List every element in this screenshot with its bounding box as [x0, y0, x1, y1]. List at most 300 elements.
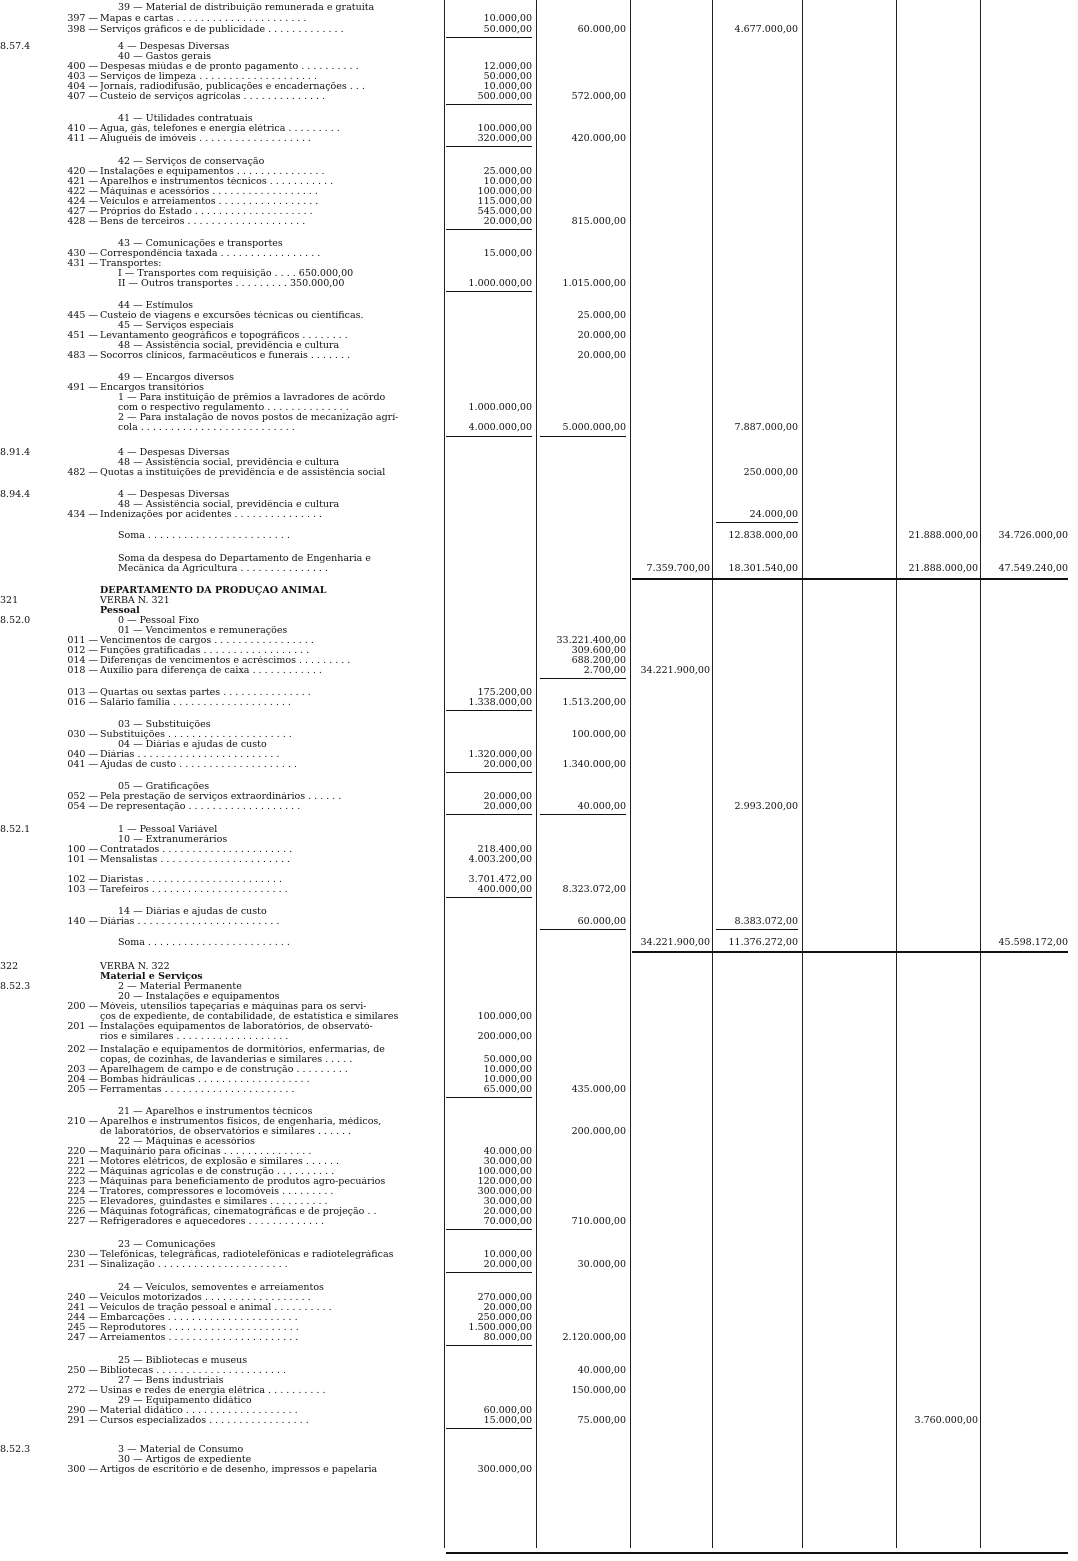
amount-c1: 20.000,00: [483, 1259, 532, 1270]
table-row: [0, 62, 1078, 72]
item-description: Mecânica da Agricultura . . . . . . . . . . . . . . .: [118, 564, 328, 574]
table-row: [0, 1045, 1078, 1055]
item-code: 398 —: [67, 24, 98, 35]
item-description: 10 — Extranumerários: [118, 835, 228, 845]
amount-c1: 175.200,00: [477, 687, 532, 698]
item-description: Bibliotecas . . . . . . . . . . . . . . . . . . . . . .: [100, 1366, 287, 1376]
amount-c1: 100.000,00: [477, 1011, 532, 1022]
amount-c1: 115.000,00: [477, 196, 532, 207]
item-code: 014 —: [67, 655, 98, 666]
amount-c2: 100.000,00: [571, 729, 626, 740]
table-row: [0, 249, 1078, 259]
amount-c1: 1.000.000,00: [468, 278, 532, 289]
table-row: [0, 636, 1078, 646]
table-row: [0, 331, 1078, 341]
amount-c1: 500.000,00: [477, 91, 532, 102]
item-code: 101 —: [67, 854, 98, 865]
item-code: 420 —: [67, 166, 98, 177]
item-description: 01 — Vencimentos e remunerações: [118, 626, 288, 636]
table-row: [0, 217, 1078, 227]
item-description: Encargos transitórios: [100, 383, 205, 393]
amount-c1: 100.000,00: [477, 123, 532, 134]
table-row: [0, 1157, 1078, 1167]
item-description: Mensalistas . . . . . . . . . . . . . . . . . . . . . .: [100, 855, 291, 865]
item-code: 140 —: [67, 916, 98, 927]
amount-c1: 10.000,00: [483, 1064, 532, 1075]
item-description: Salário família . . . . . . . . . . . . . . . . . . . .: [100, 698, 291, 708]
item-description: I — Transportes com requisição . . . . 650.000,00: [118, 269, 354, 279]
table-row: [0, 1055, 1078, 1065]
table-row: [0, 1386, 1078, 1396]
item-description: Aluguéis de imóveis . . . . . . . . . . . . . . . . . . .: [100, 134, 311, 144]
amount-c2: 75.000,00: [577, 1415, 626, 1426]
table-row: [0, 1465, 1078, 1475]
item-code: 445 —: [67, 310, 98, 321]
item-description: 03 — Substituições: [118, 720, 211, 730]
amount-c2: 33.221.400,00: [556, 635, 626, 646]
section-code: 8.57.4: [0, 41, 31, 52]
amount-c1: 20.000,00: [483, 759, 532, 770]
table-row: [0, 760, 1078, 770]
item-code: 247 —: [67, 1332, 98, 1343]
item-description: Transportes:: [100, 259, 162, 269]
section-code: 8.94.4: [0, 489, 31, 500]
table-row: [0, 490, 1078, 500]
item-code: 224 —: [67, 1186, 98, 1197]
amount-c1: 40.000,00: [483, 1146, 532, 1157]
item-description: Levantamento geográficos e topográficos . . . . . . . .: [100, 331, 348, 341]
item-code: 030 —: [67, 729, 98, 740]
table-row: [0, 1396, 1078, 1406]
amount-c1: 65.000,00: [483, 1084, 532, 1095]
amount-c1: 1.000.000,00: [468, 402, 532, 413]
item-description: Ferramentas . . . . . . . . . . . . . . . . . . . . . .: [100, 1085, 295, 1095]
item-description: Substituições . . . . . . . . . . . . . . . . . . . . .: [100, 730, 292, 740]
amount-c2: 572.000,00: [571, 91, 626, 102]
item-description: VERBA N. 321: [100, 596, 170, 606]
table-row: [0, 596, 1078, 606]
item-description: 48 — Assistência social, previdência e cultura: [118, 458, 340, 468]
amount-c1: 1.338.000,00: [468, 697, 532, 708]
item-code: 410 —: [67, 123, 98, 134]
table-row: [0, 825, 1078, 835]
amount-c4: 8.383.072,00: [734, 916, 798, 927]
item-code: 012 —: [67, 645, 98, 656]
item-description: 29 — Equipamento didático: [118, 1396, 252, 1406]
subtotal-rule: [446, 772, 532, 773]
item-description: Diferenças de vencimentos e acréscimos . . . . . . . . .: [100, 656, 351, 666]
item-code: 222 —: [67, 1166, 98, 1177]
table-row: [0, 3, 1078, 13]
subtotal-rule: [446, 1428, 532, 1429]
amount-c7: 45.598.172,00: [998, 937, 1068, 948]
item-description: Elevadores, guindastes e similares . . . . . . . . . .: [100, 1197, 328, 1207]
item-description: Vencimentos de cargos . . . . . . . . . . . . . . . . .: [100, 636, 314, 646]
amount-c1: 10.000,00: [483, 176, 532, 187]
table-row: [0, 1260, 1078, 1270]
table-row: [0, 835, 1078, 845]
item-code: 250 —: [67, 1365, 98, 1376]
item-description: Artigos de escritório e de desenho, impressos e papelaria: [100, 1465, 378, 1475]
table-row: [0, 373, 1078, 383]
item-code: 404 —: [67, 81, 98, 92]
table-row: [0, 1127, 1078, 1137]
item-description: Instalações e equipamentos . . . . . . . . . . . . . . .: [100, 167, 325, 177]
item-code: 434 —: [67, 509, 98, 520]
item-description: Soma da despesa do Departamento de Engenharia e: [118, 554, 371, 564]
item-description: Diárias . . . . . . . . . . . . . . . . . . . . . . . .: [100, 750, 280, 760]
item-description: Material e Serviços: [100, 972, 203, 982]
amount-c2: 420.000,00: [571, 133, 626, 144]
amount-c4: 4.677.000,00: [734, 24, 798, 35]
table-row: [0, 1333, 1078, 1343]
item-code: 240 —: [67, 1292, 98, 1303]
item-code: 421 —: [67, 176, 98, 187]
item-description: Funções gratificadas . . . . . . . . . . . . . . . . . .: [100, 646, 310, 656]
item-description: Ajudas de custo . . . . . . . . . . . . . . . . . . . .: [100, 760, 297, 770]
amount-c1: 15.000,00: [483, 248, 532, 259]
item-code: 054 —: [67, 801, 98, 812]
item-code: 427 —: [67, 206, 98, 217]
table-row: [0, 448, 1078, 458]
amount-c1: 400.000,00: [477, 884, 532, 895]
table-row: [0, 688, 1078, 698]
table-row: [0, 1416, 1078, 1426]
total-rule: [632, 951, 1068, 953]
subtotal-rule: [446, 146, 532, 147]
amount-c3: 34.221.900,00: [640, 665, 710, 676]
amount-c4: 2.993.200,00: [734, 801, 798, 812]
table-row: [0, 802, 1078, 812]
table-row: [0, 187, 1078, 197]
table-row: [0, 1356, 1078, 1366]
amount-c4: 11.376.272,00: [728, 937, 798, 948]
item-code: 202 —: [67, 1044, 98, 1055]
item-code: 220 —: [67, 1146, 98, 1157]
item-code: 223 —: [67, 1176, 98, 1187]
subtotal-rule: [446, 37, 532, 38]
amount-c1: 12.000,00: [483, 61, 532, 72]
item-description: Máquinas para beneficiamento de produtos agro-pecuários: [100, 1177, 386, 1187]
table-row: [0, 458, 1078, 468]
amount-c1: 80.000,00: [483, 1332, 532, 1343]
amount-c1: 545.000,00: [477, 206, 532, 217]
table-row: [0, 1137, 1078, 1147]
item-description: 44 — Estímulos: [118, 301, 194, 311]
amount-c2: 688.200,00: [571, 655, 626, 666]
item-description: cola . . . . . . . . . . . . . . . . . . . . . . . . . .: [118, 423, 295, 433]
item-description: 1 — Para instituição de prêmios a lavradores de acôrdo: [118, 393, 386, 403]
item-description: 05 — Gratificações: [118, 782, 210, 792]
amount-c1: 250.000,00: [477, 1312, 532, 1323]
amount-c1: 3.701.472,00: [468, 874, 532, 885]
item-code: 052 —: [67, 791, 98, 802]
item-code: 431 —: [67, 258, 98, 269]
table-row: [0, 1250, 1078, 1260]
subtotal-rule: [446, 897, 532, 898]
item-description: Bombas hidráulicas . . . . . . . . . . . . . . . . . . .: [100, 1075, 310, 1085]
item-description: 20 — Instalações e equipamentos: [118, 992, 280, 1002]
amount-c1: 30.000,00: [483, 1196, 532, 1207]
table-row: [0, 25, 1078, 35]
item-description: ços de expediente, de contabilidade, de estatística e similares: [100, 1012, 399, 1022]
item-code: 227 —: [67, 1216, 98, 1227]
item-description: 23 — Comunicações: [118, 1240, 216, 1250]
amount-c1: 20.000,00: [483, 1302, 532, 1313]
item-code: 245 —: [67, 1322, 98, 1333]
item-description: Indenizações por acidentes . . . . . . . . . . . . . . .: [100, 510, 323, 520]
subtotal-rule: [446, 229, 532, 230]
item-description: 04 — Diárias e ajudas de custo: [118, 740, 267, 750]
item-code: 231 —: [67, 1259, 98, 1270]
amount-c2: 20.000,00: [577, 330, 626, 341]
subtotal-rule: [446, 1229, 532, 1230]
item-description: 14 — Diárias e ajudas de custo: [118, 907, 267, 917]
table-row: [0, 1455, 1078, 1465]
amount-c3: 7.359.700,00: [646, 563, 710, 574]
table-row: [0, 311, 1078, 321]
item-description: Auxílio para diferença de caixa . . . . . . . . . . . .: [100, 666, 322, 676]
section-code: 8.91.4: [0, 447, 31, 458]
item-description: Móveis, utensílios tapeçarias e máquinas para os servi-: [100, 1002, 367, 1012]
table-row: [0, 1022, 1078, 1032]
item-code: 290 —: [67, 1405, 98, 1416]
table-row: [0, 1075, 1078, 1085]
item-code: 241 —: [67, 1302, 98, 1313]
amount-c2: 1.015.000,00: [562, 278, 626, 289]
amount-c3: 34.221.900,00: [640, 937, 710, 948]
table-row: [0, 1085, 1078, 1095]
item-description: Soma . . . . . . . . . . . . . . . . . . . . . . . .: [118, 938, 290, 948]
amount-c1: 50.000,00: [483, 1054, 532, 1065]
table-row: [0, 1207, 1078, 1217]
item-description: Veículos e arreiamentos . . . . . . . . . . . . . . . . .: [100, 197, 319, 207]
table-row: [0, 740, 1078, 750]
amount-c1: 270.000,00: [477, 1292, 532, 1303]
table-row: [0, 1197, 1078, 1207]
subtotal-rule: [540, 929, 626, 930]
item-code: 102 —: [67, 874, 98, 885]
table-row: [0, 782, 1078, 792]
item-code: 424 —: [67, 196, 98, 207]
table-row: [0, 917, 1078, 927]
item-code: 244 —: [67, 1312, 98, 1323]
amount-c1: 25.000,00: [483, 166, 532, 177]
table-row: [0, 321, 1078, 331]
table-row: [0, 1217, 1078, 1227]
item-description: 48 — Assistência social, previdência e cultura: [118, 341, 340, 351]
item-description: Correspondência taxada . . . . . . . . . . . . . . . . .: [100, 249, 321, 259]
amount-c1: 10.000,00: [483, 1074, 532, 1085]
item-description: rios e similares . . . . . . . . . . . . . . . . . . .: [100, 1032, 289, 1042]
item-code: 483 —: [67, 350, 98, 361]
item-code: 203 —: [67, 1064, 98, 1075]
amount-c2: 309.600,00: [571, 645, 626, 656]
table-row: [0, 666, 1078, 676]
table-row: [0, 885, 1078, 895]
item-code: 400 —: [67, 61, 98, 72]
table-row: [0, 720, 1078, 730]
amount-c2: 1.340.000,00: [562, 759, 626, 770]
amount-c6: 21.888.000,00: [908, 563, 978, 574]
amount-c2: 60.000,00: [577, 24, 626, 35]
table-row: [0, 1366, 1078, 1376]
table-row: [0, 1303, 1078, 1313]
section-code: 321: [0, 595, 19, 606]
item-description: Máquinas agrícolas e de construção . . . . . . . . . .: [100, 1167, 335, 1177]
amount-c4: 250.000,00: [743, 467, 798, 478]
item-description: Tarefeiros . . . . . . . . . . . . . . . . . . . . . . .: [100, 885, 288, 895]
item-description: Embarcações . . . . . . . . . . . . . . . . . . . . . .: [100, 1313, 298, 1323]
amount-c1: 30.000,00: [483, 1156, 532, 1167]
table-row: [0, 1147, 1078, 1157]
amount-c1: 4.003.200,00: [468, 854, 532, 865]
amount-c1: 4.000.000,00: [468, 422, 532, 433]
item-description: Despesas miúdas e de pronto pagamento . . . . . . . . . .: [100, 62, 359, 72]
item-description: Arreiamentos . . . . . . . . . . . . . . . . . . . . . .: [100, 1333, 299, 1343]
table-row: [0, 239, 1078, 249]
item-description: 40 — Gastos gerais: [118, 52, 212, 62]
item-code: 204 —: [67, 1074, 98, 1085]
item-description: 4 — Despesas Diversas: [118, 42, 230, 52]
item-code: 103 —: [67, 884, 98, 895]
section-code: 8.52.0: [0, 615, 31, 626]
item-description: Usinas e redes de energia elétrica . . . . . . . . . .: [100, 1386, 326, 1396]
section-code: 8.52.3: [0, 981, 31, 992]
item-description: Veículos motorizados . . . . . . . . . . . . . . . . . .: [100, 1293, 311, 1303]
item-description: Quartas ou sextas partes . . . . . . . . . . . . . . .: [100, 688, 311, 698]
amount-c1: 1.500.000,00: [468, 1322, 532, 1333]
table-row: [0, 157, 1078, 167]
amount-c1: 320.000,00: [477, 133, 532, 144]
item-code: 018 —: [67, 665, 98, 676]
amount-c2: 435.000,00: [571, 1084, 626, 1095]
table-row: [0, 279, 1078, 289]
table-row: [0, 606, 1078, 616]
table-row: [0, 626, 1078, 636]
amount-c2: 40.000,00: [577, 1365, 626, 1376]
item-code: 205 —: [67, 1084, 98, 1095]
item-description: 42 — Serviços de conservação: [118, 157, 265, 167]
amount-c1: 20.000,00: [483, 801, 532, 812]
table-row: [0, 656, 1078, 666]
amount-c1: 1.320.000,00: [468, 749, 532, 760]
amount-c2: 200.000,00: [571, 1126, 626, 1137]
item-description: Reprodutores . . . . . . . . . . . . . . . . . . . . . .: [100, 1323, 299, 1333]
item-description: 48 — Assistência social, previdência e cultura: [118, 500, 340, 510]
subtotal-rule: [446, 1272, 532, 1273]
item-code: 230 —: [67, 1249, 98, 1260]
item-description: Refrigeradores e aquecedores . . . . . . . . . . . . .: [100, 1217, 325, 1227]
item-description: Máquinas e acessórios . . . . . . . . . . . . . . . . . .: [100, 187, 318, 197]
subtotal-rule: [716, 929, 798, 930]
table-row: [0, 403, 1078, 413]
table-row: [0, 962, 1078, 972]
amount-c4: 7.887.000,00: [734, 422, 798, 433]
item-description: II — Outros transportes . . . . . . . . . 350.000,00: [118, 279, 345, 289]
item-description: Motores elétricos, de explosão e similares . . . . . .: [100, 1157, 340, 1167]
table-row: [0, 992, 1078, 1002]
table-row: [0, 269, 1078, 279]
item-code: 411 —: [67, 133, 98, 144]
subtotal-rule: [446, 1097, 532, 1098]
table-row: [0, 197, 1078, 207]
table-row: [0, 982, 1078, 992]
item-code: 201 —: [67, 1021, 98, 1032]
item-description: 27 — Bens industriais: [118, 1376, 224, 1386]
table-row: [0, 1323, 1078, 1333]
table-row: [0, 468, 1078, 478]
table-row: [0, 938, 1078, 948]
subtotal-rule: [540, 678, 626, 679]
amount-c1: 218.400,00: [477, 844, 532, 855]
item-description: Jornais, radiodifusão, publicações e encadernações . . .: [100, 82, 365, 92]
table-row: [0, 1012, 1078, 1022]
item-code: 300 —: [67, 1464, 98, 1475]
item-description: Quotas a instituições de previdência e de assistência social: [100, 468, 386, 478]
item-description: Tratores, compressores e locomóveis . . . . . . . . .: [100, 1187, 334, 1197]
table-row: [0, 259, 1078, 269]
item-description: 30 — Artigos de expediente: [118, 1455, 252, 1465]
item-description: 3 — Material de Consumo: [118, 1445, 244, 1455]
subtotal-rule: [446, 710, 532, 711]
table-row: [0, 423, 1078, 433]
table-row: [0, 845, 1078, 855]
table-row: [0, 1187, 1078, 1197]
table-row: [0, 72, 1078, 82]
item-description: Cursos especializados . . . . . . . . . . . . . . . . .: [100, 1416, 309, 1426]
item-description: VERBA N. 322: [100, 962, 170, 972]
section-code: 8.52.1: [0, 824, 31, 835]
subtotal-rule: [446, 291, 532, 292]
section-code: 322: [0, 961, 19, 972]
item-description: de laboratórios, de observatórios e similares . . . . . .: [100, 1127, 352, 1137]
item-code: 403 —: [67, 71, 98, 82]
amount-c2: 710.000,00: [571, 1216, 626, 1227]
subtotal-rule: [716, 522, 798, 523]
item-code: 428 —: [67, 216, 98, 227]
amount-c2: 60.000,00: [577, 916, 626, 927]
table-row: [0, 1032, 1078, 1042]
subtotal-rule: [446, 104, 532, 105]
table-row: [0, 1283, 1078, 1293]
table-row: [0, 351, 1078, 361]
amount-c4: 18.301.540,00: [728, 563, 798, 574]
item-description: Telefônicas, telegráficas, radiotelefônicas e radiotelegráficas: [100, 1250, 394, 1260]
table-row: [0, 586, 1078, 596]
item-description: Instalação e equipamentos de dormitórios, enfermarias, de: [100, 1045, 385, 1055]
table-row: [0, 1065, 1078, 1075]
subtotal-rule: [540, 436, 626, 437]
item-code: 430 —: [67, 248, 98, 259]
item-description: DEPARTAMENTO DA PRODUÇÃO ANIMAL: [100, 586, 327, 596]
item-description: 39 — Material de distribuição remunerada e gratuita: [118, 3, 375, 13]
item-description: De representação . . . . . . . . . . . . . . . . . . .: [100, 802, 301, 812]
amount-c2: 1.513.200,00: [562, 697, 626, 708]
item-description: Diárias . . . . . . . . . . . . . . . . . . . . . . . .: [100, 917, 280, 927]
item-description: Próprios do Estado . . . . . . . . . . . . . . . . . . . .: [100, 207, 313, 217]
amount-c2: 8.323.072,00: [562, 884, 626, 895]
item-description: 2 — Para instalação de novos postos de mecanização agrí-: [118, 413, 399, 423]
amount-c6: 21.888.000,00: [908, 530, 978, 541]
table-row: [0, 42, 1078, 52]
table-row: [0, 82, 1078, 92]
amount-c2: 40.000,00: [577, 801, 626, 812]
item-description: Instalações equipamentos de laboratórios, de observató-: [100, 1022, 373, 1032]
table-row: [0, 1167, 1078, 1177]
amount-c1: 300.000,00: [477, 1464, 532, 1475]
item-code: 040 —: [67, 749, 98, 760]
